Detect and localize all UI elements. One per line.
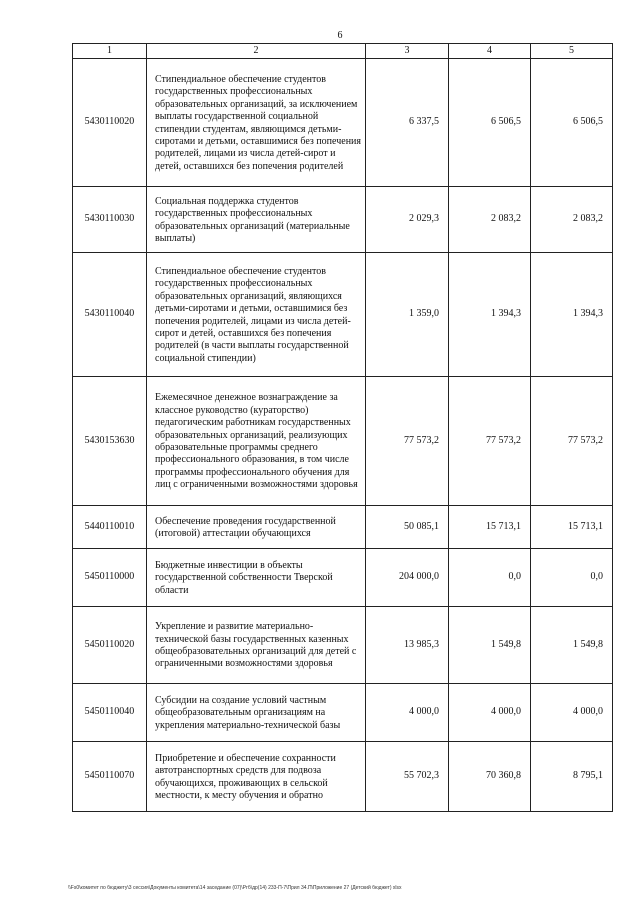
row-value-col4: 70 360,8 — [449, 742, 531, 812]
row-value-col5: 8 795,1 — [531, 742, 613, 812]
header-col-4: 4 — [449, 44, 531, 59]
table-row — [73, 506, 613, 549]
table-row — [73, 607, 613, 684]
row-description: Укрепление и развитие материально-технической базы государственных казенных общеобразовательных организаций для детей с ограниченными возможностями здоровья — [147, 607, 366, 684]
header-row — [73, 44, 613, 59]
row-value-col5: 0,0 — [531, 549, 613, 607]
row-value-col4: 1 394,3 — [449, 253, 531, 377]
row-description: Стипендиальное обеспечение студентов государственных профессиональных образовательных организаций, за исключением выплаты государственной социальной стипендии студентам, являющимся детьми-сиротами и детьми, оставшимися без попечения родителей, лицами из числа детей-сирот и детей, оставшихся без попечения родителей — [147, 59, 366, 187]
row-value-col4: 2 083,2 — [449, 187, 531, 253]
row-value-col3: 55 702,3 — [366, 742, 449, 812]
page-number: 6 — [337, 30, 343, 41]
row-code: 5440110010 — [73, 506, 147, 549]
row-value-col5: 4 000,0 — [531, 684, 613, 742]
row-value-col5: 2 083,2 — [531, 187, 613, 253]
table-row — [73, 549, 613, 607]
row-value-col4: 77 573,2 — [449, 377, 531, 506]
table-row — [73, 742, 613, 812]
table-row — [73, 684, 613, 742]
row-code: 5430153630 — [73, 377, 147, 506]
budget-table — [72, 43, 613, 812]
row-value-col4: 4 000,0 — [449, 684, 531, 742]
table-row — [73, 59, 613, 187]
row-description: Приобретение и обеспечение сохранности автотранспортных средств для подвоза обучающихся, проживающих в сельской местности, к месту обучения и обратно — [147, 742, 366, 812]
row-description: Бюджетные инвестиции в объекты государственной собственности Тверской области — [147, 549, 366, 607]
row-value-col3: 77 573,2 — [366, 377, 449, 506]
row-description: Обеспечение проведения государственной (итоговой) аттестации обучающихся — [147, 506, 366, 549]
row-value-col3: 2 029,3 — [366, 187, 449, 253]
row-description: Стипендиальное обеспечение студентов государственных профессиональных образовательных организаций, являющихся детьми-сиротами и детьми, оставшимися без попечения родителей, лицами из числа детей-сирот и детей, оставшихся без попечения родителей (в части выплаты государственной социальной стипендии) — [147, 253, 366, 377]
header-col-2: 2 — [147, 44, 366, 59]
row-code: 5450110000 — [73, 549, 147, 607]
row-code: 5430110030 — [73, 187, 147, 253]
header-col-3: 3 — [366, 44, 449, 59]
row-code: 5430110040 — [73, 253, 147, 377]
row-value-col4: 15 713,1 — [449, 506, 531, 549]
header-col-5: 5 — [531, 44, 613, 59]
row-value-col3: 4 000,0 — [366, 684, 449, 742]
row-code: 5450110020 — [73, 607, 147, 684]
row-value-col3: 50 085,1 — [366, 506, 449, 549]
row-value-col3: 204 000,0 — [366, 549, 449, 607]
footer-file-path: \\Fs0\комитет по бюджету\3 сессия\Документы комитета\14 заседание (07)\Ргб\др(14) 233-П-7\Прил 34.П\Приложение 27 (Детский бюджет) xlsx — [68, 885, 402, 891]
row-value-col5: 77 573,2 — [531, 377, 613, 506]
header-col-1: 1 — [73, 44, 147, 59]
row-value-col5: 1 549,8 — [531, 607, 613, 684]
row-description: Социальная поддержка студентов государственных профессиональных образовательных организаций (материальные выплаты) — [147, 187, 366, 253]
row-value-col4: 6 506,5 — [449, 59, 531, 187]
row-value-col5: 6 506,5 — [531, 59, 613, 187]
row-value-col3: 13 985,3 — [366, 607, 449, 684]
row-value-col3: 6 337,5 — [366, 59, 449, 187]
row-value-col3: 1 359,0 — [366, 253, 449, 377]
row-code: 5450110040 — [73, 684, 147, 742]
row-description: Ежемесячное денежное вознаграждение за классное руководство (кураторство) педагогическим работникам государственных образовательных организаций, реализующих образовательные программы среднего профессионального образования, в том числе программы профессионального обучения для лиц с ограниченными возможностями здоровья — [147, 377, 366, 506]
table-row — [73, 377, 613, 506]
row-value-col4: 1 549,8 — [449, 607, 531, 684]
row-value-col5: 1 394,3 — [531, 253, 613, 377]
row-code: 5430110020 — [73, 59, 147, 187]
row-value-col5: 15 713,1 — [531, 506, 613, 549]
row-value-col4: 0,0 — [449, 549, 531, 607]
table-row — [73, 253, 613, 377]
table-row — [73, 187, 613, 253]
row-code: 5450110070 — [73, 742, 147, 812]
row-description: Субсидии на создание условий частным общеобразовательным организациям на укрепления материально-технической базы — [147, 684, 366, 742]
